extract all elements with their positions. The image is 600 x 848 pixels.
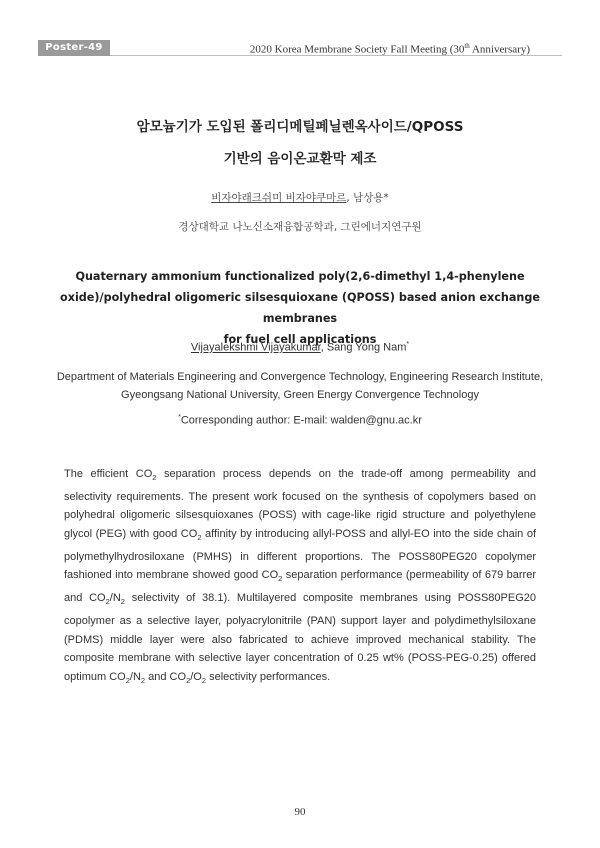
abstract-text: and CO xyxy=(145,670,187,683)
abstract-text: The efficient CO xyxy=(64,468,153,480)
abstract-text: /O xyxy=(190,670,202,683)
subscript: 2 xyxy=(186,675,191,685)
subscript: 2 xyxy=(197,533,202,543)
conference-name: 2020 Korea Membrane Society Fall Meeting (30 xyxy=(249,43,465,56)
coauthor: , Sang Yong Nam xyxy=(320,341,407,354)
english-authors xyxy=(40,341,560,354)
abstract-text: separation performance (permeability of 679 barrer and CO xyxy=(64,569,537,605)
subscript: 2 xyxy=(201,675,207,685)
korean-title-line-2: 기반의 음이온교환막 제조 xyxy=(223,151,377,167)
korean-affiliation: 경상대학교 나노신소재융합공학과, 그린에너지연구원 xyxy=(178,221,422,233)
affiliation-line-1: Department of Materials Engineering and Convergence Technology, Engineering Research Institute, xyxy=(56,371,544,383)
abstract-text: /N xyxy=(129,670,141,683)
conference-header xyxy=(250,42,530,56)
abstract-text: selectivity performances. xyxy=(206,670,331,683)
abstract-text: separation process depends on the trade-off among permeability and selectivity requirements. The present work focused on the synthesis of copolymers based on polyhedral oligomeric silsesquioxanes (POSS) with cage-like rigid structure and polyethylene glycol (PEG) with good CO xyxy=(64,468,537,540)
affiliation-line-2: Gyeongsang National University, Green Energy Convergence Technology xyxy=(121,389,479,401)
korean-authors xyxy=(40,190,560,205)
korean-title-line-1: 암모늄기가 도입된 폴리디메틸페닐렌옥사이드/QPOSS xyxy=(136,119,464,135)
abstract-text: selectivity of 38.1). Multilayered composite membranes using POSS80PEG20 copolymer as a selective layer, polyacrylonitrile (PAN) support layer and polydimethylsiloxane (PDMS) middle layer were also fabricated to achieve improved mechanical stability. The composite membrane with selective layer concentration of 0.25 wt% (POSS-PEG-0.25) offered optimum CO xyxy=(64,592,536,683)
conference-ordinal-suffix: th xyxy=(464,42,470,50)
english-affiliation xyxy=(55,368,545,404)
english-title-line-1: Quaternary ammonium functionalized poly(2,6-dimethyl 1,4-phenylene xyxy=(75,270,525,283)
english-title-line-3: for fuel cell applications xyxy=(223,333,377,346)
english-title-line-2: oxide)/polyhedral oligomeric silsesquioxane (QPOSS) based anion exchange membranes xyxy=(60,291,540,325)
english-title xyxy=(60,266,540,350)
page-number: 90 xyxy=(294,806,306,818)
subscript: 2 xyxy=(278,574,283,584)
abstract-body xyxy=(64,465,536,690)
poster-number-badge: Poster-49 xyxy=(38,40,110,56)
header-divider xyxy=(110,55,562,56)
presenting-author: Vijayalekshmi Vijayakumar xyxy=(190,341,321,354)
corresponding-author-email: Corresponding author: E-mail: walden@gnu.ac.kr xyxy=(180,414,422,427)
korean-coauthors: , 남상용* xyxy=(346,192,389,204)
abstract-text: affinity by introducing allyl-POSS and allyl-EO into the side chain of polymethylhydrosiloxane (PMHS) in different proportions. The POSS80PEG20 copolymer fashioned into membrane showed good CO xyxy=(64,527,536,582)
subscript: 2 xyxy=(152,473,157,483)
corresponding-author-mark: * xyxy=(178,414,181,421)
corresponding-mark: * xyxy=(406,341,410,348)
korean-presenting-author: 비자야래크쉬미 비자야쿠마르 xyxy=(211,192,347,204)
subscript: 2 xyxy=(125,675,130,685)
corresponding-author xyxy=(40,414,560,427)
subscript: 2 xyxy=(120,597,125,607)
conference-name-end: Anniversary) xyxy=(469,43,530,56)
abstract-text: /N xyxy=(109,592,121,605)
subscript: 2 xyxy=(140,675,146,685)
subscript: 2 xyxy=(105,597,110,607)
